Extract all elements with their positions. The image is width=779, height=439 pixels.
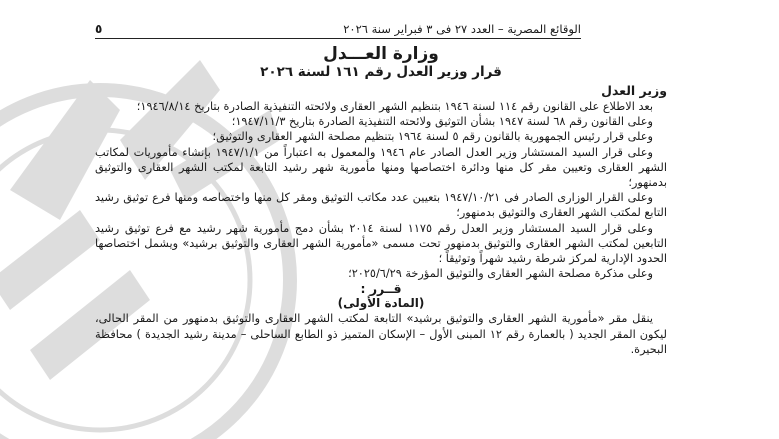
decided-label: قــرر :: [360, 281, 402, 297]
preamble-paragraph: بعد الاطلاع على القانون رقم ١١٤ لسنة ١٩٤٦ بتنظيم الشهر العقارى ولائحته التنفيذية الصادرة بتاريخ ١٩٤٦/٨/١٤؛: [136, 100, 653, 113]
gazette-issue-line: الوقائع المصرية – العدد ٢٧ فى ٣ فبراير سنة ٢٠٢٦: [343, 22, 581, 36]
preamble-paragraph: وعلى قرار رئيس الجمهورية بالقانون رقم ٥ لسنة ١٩٦٤ بتنظيم مصلحة الشهر العقارى والتوثيق؛: [212, 130, 653, 144]
gazette-header: [95, 22, 581, 36]
decree-body: [95, 42, 667, 357]
preamble-paragraph: وعلى قرار السيد المستشار وزير العدل رقم ١١٧٥ لسنة ٢٠١٤ بشأن دمج مأمورية شهر رشيد مع فرع توثيق رشيد التابعين لمكتب الشهر العقارى والتوثيق بدمنهور تحت مسمى «مأمورية الشهر العقارى والتوثيق برشيد» ويشمل اختصاصها الحدود الإدارية لمركز شرطة رشيد شهراً وتوثيقاً ؛: [95, 221, 667, 266]
article-1-title: (المادة الأولى): [337, 296, 425, 311]
preamble-paragraph: وعلى القانون رقم ٦٨ لسنة ١٩٤٧ بشأن التوثيق ولائحته التنفيذية الصادرة بتاريخ ١٩٤٧/١١/٣؛: [231, 115, 653, 129]
page-number: ٥: [95, 22, 103, 36]
decree-title: قرار وزير العدل رقم ١٦١ لسنة ٢٠٢٦: [260, 64, 502, 80]
preamble-paragraph: وعلى مذكرة مصلحة الشهر العقارى والتوثيق المؤرخة ٢٠٢٥/٦/٢٩؛: [348, 267, 653, 281]
header-divider: [95, 38, 581, 39]
minister-heading: وزير العدل: [601, 83, 667, 98]
preamble-paragraph: وعلى قرار السيد المستشار وزير العدل الصادر عام ١٩٤٦ والمعمول به اعتباراً من ١٩٤٧/١/١ بإنشاء مأموريات لمكاتب الشهر العقارى وتعيين مقر كل منها ودائرة اختصاصها ومنها مأمورية شهر رشيد التابعة لمكتب الشهر العقارى والتوثيق بدمنهور؛: [95, 145, 667, 190]
article-1-text: ينقل مقر «مأمورية الشهر العقارى والتوثيق برشيد» التابعة لمكتب الشهر العقارى والتوثيق بدمنهور من المقر الحالى، ليكون المقر الجديد ( بالعمارة رقم ١٢ المبنى الأول – الإسكان المتميز ذو الطابع الساحلى – مدينة رشيد الجديدة ) محافظة البحيرة.: [95, 312, 667, 356]
preamble-paragraph: وعلى القرار الوزارى الصادر فى ١٩٤٧/١٠/٢١ بتعيين عدد مكاتب التوثيق ومقر كل منها واختصاصه ومنها فرع توثيق رشيد التابع لمكتب الشهر العقارى والتوثيق بدمنهور؛: [95, 191, 667, 220]
ministry-title: وزارة العـــدل: [323, 44, 439, 64]
